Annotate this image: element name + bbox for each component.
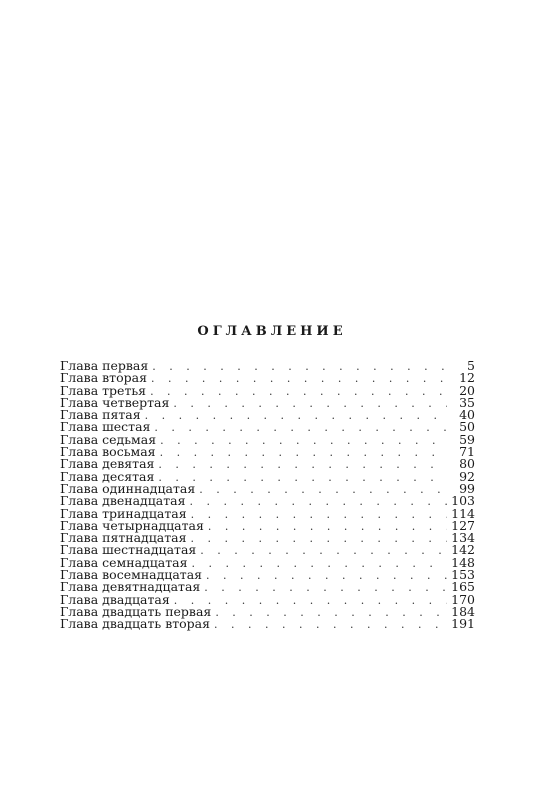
toc-entry-page: 40: [459, 407, 475, 423]
toc-entry-label: Глава двадцать первая: [60, 603, 212, 619]
toc-entry-label: Глава пятнадцатая: [60, 530, 187, 546]
toc-entry-page: 12: [459, 370, 475, 386]
toc-entry: [60, 618, 475, 630]
toc-dot-leader: [206, 570, 447, 582]
toc-entry-label: Глава девятнадцатая: [60, 579, 201, 595]
toc-entry-label: Глава двадцать вторая: [60, 616, 211, 632]
toc-dot-leader: [145, 410, 447, 422]
toc-dot-leader: [190, 496, 448, 508]
toc-entry-label: Глава четырнадцатая: [60, 517, 204, 533]
toc-entry-label: Глава вторая: [60, 370, 147, 386]
toc-entry-label: Глава третья: [60, 382, 147, 398]
toc-dot-leader: [160, 435, 447, 447]
toc-dot-leader: [173, 398, 447, 410]
toc-list: [60, 360, 475, 631]
toc-heading: ОГЛАВЛЕНИЕ: [197, 324, 347, 339]
toc-entry-label: Глава пятая: [60, 407, 141, 423]
toc-dot-leader: [154, 422, 447, 434]
toc-entry-page: 92: [459, 468, 475, 484]
toc-entry-page: 35: [459, 394, 475, 410]
toc-entry-label: Глава шестая: [60, 419, 151, 435]
toc-entry-page: 148: [451, 554, 475, 570]
toc-entry-page: 59: [459, 431, 475, 447]
toc-entry-page: 191: [451, 616, 475, 632]
toc-entry-page: 99: [459, 480, 475, 496]
toc-entry-page: 170: [451, 591, 475, 607]
toc-entry-label: Глава девятая: [60, 456, 155, 472]
toc-entry-label: Глава десятая: [60, 468, 155, 484]
toc-entry-page: 153: [451, 567, 475, 583]
toc-entry-label: Глава восьмая: [60, 444, 156, 460]
toc-entry-page: 114: [451, 505, 475, 521]
toc-entry-label: Глава одиннадцатая: [60, 480, 196, 496]
toc-dot-leader: [158, 472, 447, 484]
toc-entry-page: 80: [459, 456, 475, 472]
toc-entry-page: 103: [451, 493, 475, 509]
toc-entry-page: 5: [467, 358, 475, 373]
toc-entry-page: 71: [459, 444, 475, 460]
toc-dot-leader: [150, 386, 447, 398]
toc-dot-leader: [191, 533, 448, 545]
toc-entry-label: Глава седьмая: [60, 431, 157, 447]
toc-dot-leader: [151, 373, 447, 385]
toc-entry-page: 165: [451, 579, 475, 595]
toc-dot-leader: [191, 558, 447, 570]
toc-dot-leader: [214, 619, 447, 631]
toc-dot-leader: [191, 509, 447, 521]
toc-entry-page: 50: [459, 419, 475, 435]
toc-entry-label: Глава семнадцатая: [60, 554, 188, 570]
toc-entry-label: Глава первая: [60, 358, 149, 373]
toc-entry-label: Глава шестнадцатая: [60, 542, 197, 558]
toc-dot-leader: [199, 484, 447, 496]
toc-entry-page: 134: [451, 530, 475, 546]
toc-entry-label: Глава двенадцатая: [60, 493, 186, 509]
toc-dot-leader: [152, 361, 447, 373]
toc-entry-page: 184: [451, 603, 475, 619]
toc-dot-leader: [215, 607, 447, 619]
toc-entry-page: 20: [459, 382, 475, 398]
toc-dot-leader: [160, 447, 447, 459]
toc-dot-leader: [204, 582, 447, 594]
toc-entry-label: Глава четвертая: [60, 394, 170, 410]
toc-dot-leader: [208, 521, 447, 533]
toc-dot-leader: [158, 459, 447, 471]
toc-entry-label: Глава тринадцатая: [60, 505, 187, 521]
toc-entry-page: 142: [451, 542, 475, 558]
toc-entry-label: Глава восемнадцатая: [60, 567, 203, 583]
toc-dot-leader: [200, 545, 447, 557]
toc-entry-label: Глава двадцатая: [60, 591, 170, 607]
toc-entry-page: 127: [451, 517, 475, 533]
